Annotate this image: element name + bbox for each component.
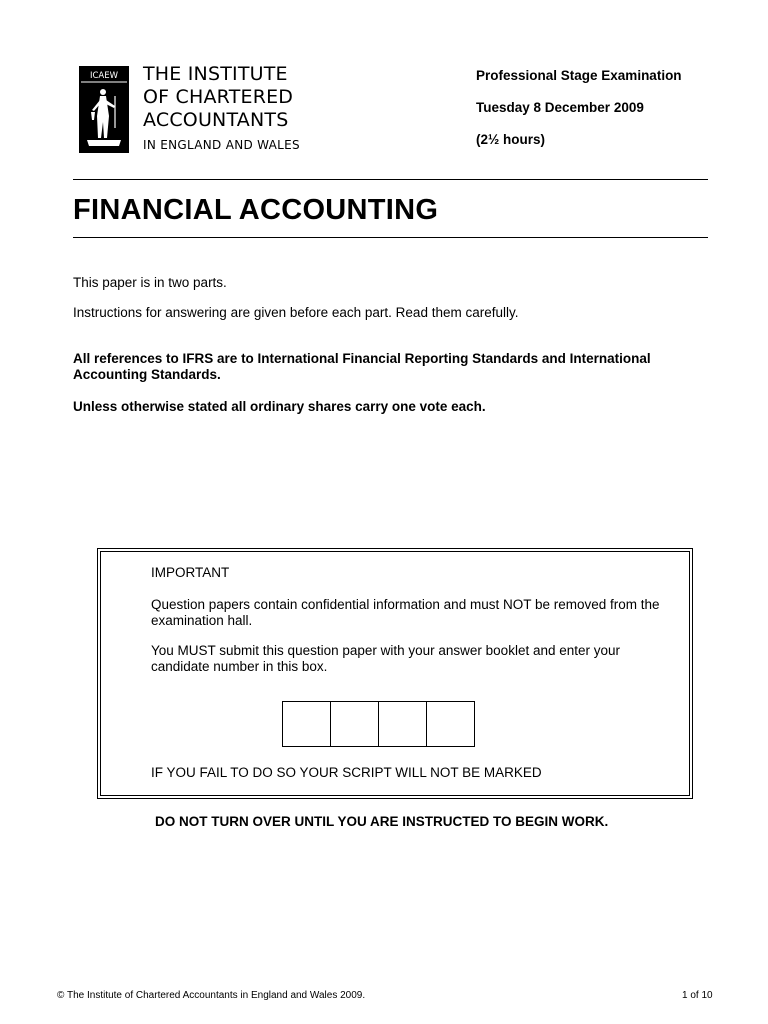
page-title: FINANCIAL ACCOUNTING [73,194,439,226]
ifrs-note: All references to IFRS are to International Financial Reporting Standards and International Accounting Standards. [73,351,651,382]
exam-date: Tuesday 8 December 2009 [476,100,644,115]
confidential-note: Question papers contain confidential information and must NOT be removed from the examination hall. [151,597,660,628]
intro-parts: This paper is in two parts. [73,275,227,290]
logo-text-line-2: OF CHARTERED [143,86,294,108]
candidate-number-cell[interactable] [378,701,427,747]
important-heading: IMPORTANT [151,565,230,580]
logo-text-line-1: THE INSTITUTE [143,63,288,85]
do-not-turn-over: DO NOT TURN OVER UNTIL YOU ARE INSTRUCTED TO BEGIN WORK. [155,814,609,829]
logo-text-line-3: ACCOUNTANTS [143,109,289,131]
candidate-number-boxes[interactable] [282,701,475,747]
candidate-number-cell[interactable] [426,701,475,747]
svg-text:ICAEW: ICAEW [89,71,119,81]
page-number: 1 of 10 [682,990,713,1001]
title-top-rule [73,179,708,180]
footer-copyright: © The Institute of Chartered Accountants in England and Wales 2009. [57,990,366,1001]
candidate-number-cell[interactable] [282,701,331,747]
exam-stage: Professional Stage Examination [476,68,682,83]
exam-duration: (2½ hours) [476,132,546,147]
submit-note: You MUST submit this question paper with your answer booklet and enter your candidate number in this box. [151,643,621,674]
fail-warning: IF YOU FAIL TO DO SO YOUR SCRIPT WILL NOT BE MARKED [151,765,542,780]
intro-instructions: Instructions for answering are given before each part. Read them carefully. [73,305,519,320]
logo-subline: IN ENGLAND AND WALES [143,138,300,152]
shares-note: Unless otherwise stated all ordinary shares carry one vote each. [73,399,486,414]
candidate-number-cell[interactable] [330,701,379,747]
icaew-logo-emblem [79,66,129,153]
title-bottom-rule [73,237,708,238]
